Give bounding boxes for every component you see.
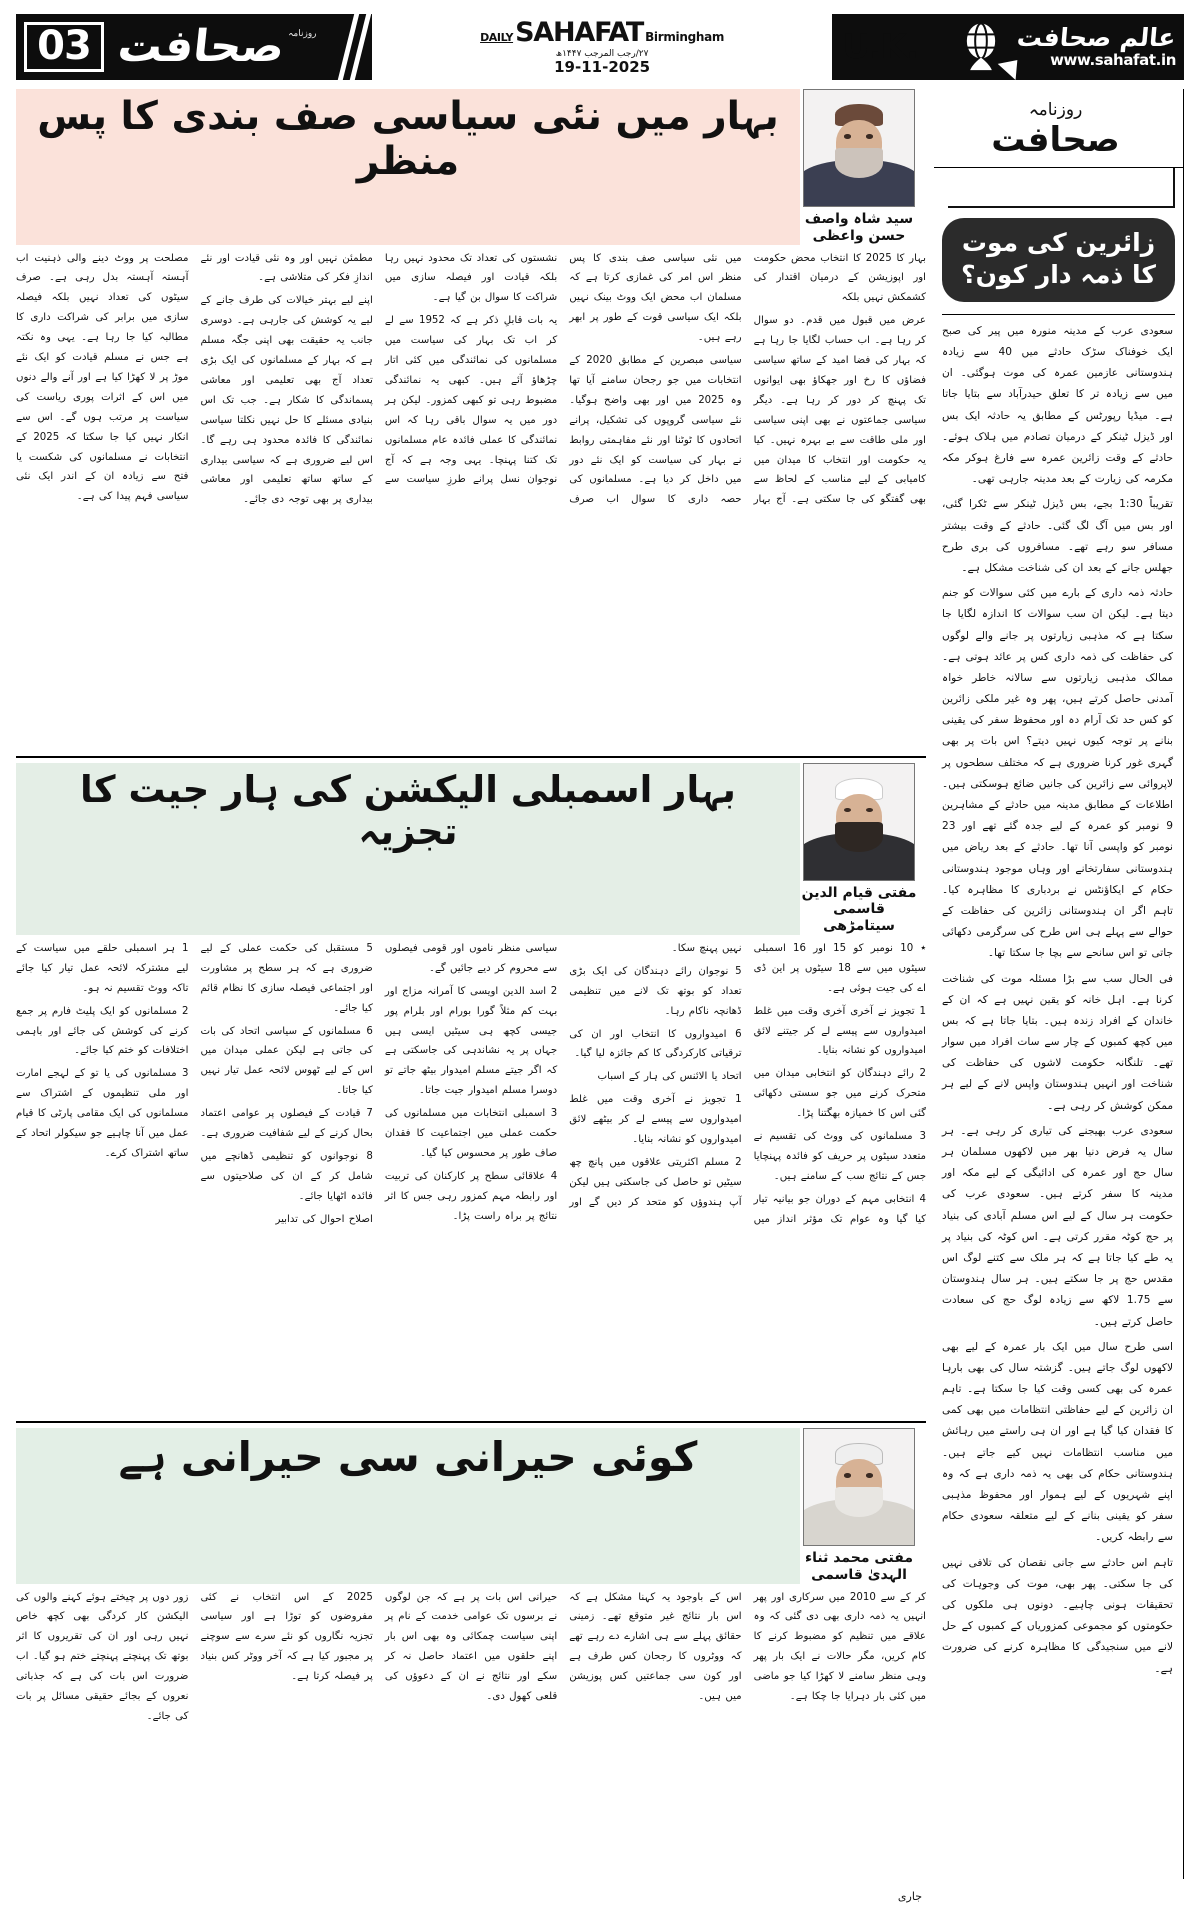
editorial-rule (948, 168, 1175, 208)
article-paragraph: 2 مسلم اکثریتی علاقوں میں پانچ چھ سیٹیں تو حاصل کی جاسکتی ہیں لیکن آپ ہندوؤں کو متحد کر دیں گے اور سیاسی منظر ناموں اور قومی فیصلوں سے محروم کر دیے جائیں گے۔ (384, 942, 742, 1208)
editorial-separator (942, 314, 1175, 315)
article-paragraph: اپنے لیے بہتر خیالات کی طرف جانے کے لیے یہ کوشش کی جارہی ہے۔ دوسری جانب یہ حقیقت بھی اپنی جگہ مسلم ہے کہ بہار کے مسلمانوں کی ایک بڑی تعداد آج بھی تعلیمی اور معاشی پسماندگی کا شکار ہے۔ جب تک اس بنیادی مسئلے کا حل نہیں نکلتا سیاسی نمائندگی کا فائدہ محدود ہی رہے گا۔ اس لیے ضروری ہے کہ سیاسی بیداری کے ساتھ ساتھ تعلیمی اور معاشی بیداری پر بھی توجہ دی جائے۔ (200, 295, 373, 506)
article-paragraph: کر کے سے 2010 میں سرکاری اور پھر انہیں یہ ذمہ داری بھی دی گئی کہ وہ علاقے میں تنظیم کو مضبوط کرنے کا کام کریں، مگر حالات نے ایک بار پھر وہی منظر سامنے لا کھڑا کیا جو ماضی میں کئی بار دہرایا جا چکا ہے۔ (753, 1591, 926, 1703)
hijri-date: ۲۷/رجب المرجب ۱۴۴۷ھ (555, 49, 649, 59)
article-paragraph: اصلاح احوال کی تدابیر (275, 1213, 373, 1225)
masthead-brand-block (944, 14, 1184, 80)
editorial-paragraph: سعودی عرب بھیجنے کی تیاری کر رہی ہے۔ ہر سال یہ فرض دنیا بھر میں لاکھوں مسلمان ہر سال حج اور عمرہ کی ادائیگی کے لیے مکہ اور مدینہ کا سفر کرتے ہیں۔ سعودی عرب کی حکومت ہر سال کے لیے اس مسلم آبادی کی بنیاد پر حج کوٹہ مقرر کرتی ہے۔ اس کوٹہ کی بنیاد پر یہ طے کیا جاتا ہے کہ ہر ملک سے کتنے لوگ اس مقدس حج پر جا سکتے ہیں۔ ہر سال ہندوستان سے 1.75 لاکھ سے زیادہ لوگ حج کی سعادت حاصل کرتے ہیں۔ (942, 1124, 1174, 1328)
article-body (16, 249, 926, 744)
editorial-paragraph: سعودی عرب کے مدینہ منورہ میں پیر کی صبح ایک خوفناک سڑک حادثے میں 40 سے زیادہ ہندوستانی عازمین عمرہ کی موت ہوگئی۔ ان میں سے زیادہ تر کا تعلق حیدرآباد سے بتایا جاتا ہے۔ میڈیا رپورٹس کے مطابق یہ حادثہ ایک بس اور ڈیزل ٹینکر کے درمیان تصادم میں ہلاک ہوئے۔ حادثے کے وقت زائرین عمرہ سے فارغ ہوکر مکہ مکرمہ کی زیارت کے بعد مدینہ جارہی تھی۔ (942, 324, 1173, 486)
author-photo (803, 1428, 915, 1546)
article-paragraph: 4 انتخابی مہم کے دوران جو بیانیہ تیار کیا گیا وہ عوام تک مؤثر انداز میں نہیں پہنچ سکا۔ (671, 942, 926, 1225)
article-header (16, 89, 926, 245)
urdu-logo-text: صحافت (115, 21, 287, 72)
article-header (16, 763, 926, 935)
author-name: مفتی محمد ثناء الہدیٰ قاسمی (805, 1549, 913, 1583)
main-column (16, 89, 934, 1903)
sahafat-urdu-title: صحافت (991, 120, 1120, 160)
article-subheading: 8 نوجوانوں کو تنظیمی ڈھانچے میں شامل کر کے ان کی صلاحیتوں سے فائدہ اٹھایا جائے۔ (200, 1150, 373, 1202)
author-photo (803, 89, 915, 207)
article-paragraph: 5 مستقبل کی حکمت عملی کے لیے ضروری ہے کہ ہر سطح پر مشاورت اور اجتماعی فیصلہ سازی کا نظام قائم کیا جائے۔ (200, 942, 373, 1014)
edition-label: U.K. (842, 27, 918, 67)
article-paragraph: 3 مسلمانوں کی ووٹ کی تقسیم نے متعدد سیٹوں پر حریف کو فائدہ پہنچایا جس کے نتائج سب کے سامنے ہیں۔ (753, 1131, 926, 1182)
urdu-logo-subtext: روزنامہ (288, 28, 317, 38)
article-paragraph: 3 اسمبلی انتخابات میں مسلمانوں کی حکمت عملی میں اجتماعیت کا فقدان صاف طور پر محسوس کیا گیا۔ (384, 1108, 558, 1159)
article-headline: بہار میں نئی سیاسی صف بندی کا پس منظر (16, 89, 800, 245)
article-paragraph: 1 تجویز نے آخری وقت میں غلط امیدواروں سے پیسے لے کر بیٹھے لائق امیدواروں کو نشانہ بنایا۔ (569, 1094, 742, 1145)
author-name: مفتی قیام الدین قاسمی سیتامڑھی (801, 884, 917, 935)
masthead (16, 14, 1184, 80)
page-number-block (16, 14, 112, 80)
article-body (16, 939, 926, 1409)
article-bihar-assembly-analysis (16, 763, 926, 1409)
gregorian-date: 19-11-2025 (554, 58, 651, 76)
article-paragraph: 5 نوجوان رائے دہندگان کی ایک بڑی تعداد کو بوتھ تک لانے میں تنظیمی ڈھانچہ ناکام رہا۔ (569, 965, 742, 1017)
article-body (16, 1588, 926, 1888)
article-paragraph: یہ بات قابلِ ذکر ہے کہ 1952 سے لے کر اب تک بہار کی سیاست میں مسلمانوں کی نمائندگی میں کئی اتار چڑھاؤ آئے ہیں۔ کبھی یہ نمائندگی مضبوط رہی تو کبھی کمزور۔ لیکن ہر دور میں یہ سوال باقی رہا کہ اس نمائندگی کا عملی فائدہ عام مسلمانوں تک کتنا پہنچا۔ یہی وجہ ہے کہ آج نوجوان نسل پرانے طرزِ سیاست سے مطمئن نہیں اور وہ نئی قیادت اور نئے اندازِ فکر کی متلاشی ہے۔ (200, 252, 558, 486)
masthead-center (372, 14, 832, 80)
page-content (16, 89, 1184, 1903)
article-intro: بہار کا 2025 کا انتخاب محض حکومت اور اپوزیشن کے درمیان اقتدار کی کشمکش نہیں بلکہ (753, 252, 926, 304)
article-koi-hairani (16, 1428, 926, 1903)
urdu-logo-block (112, 14, 342, 80)
article-paragraph: 1 تجویز نے آخری آخری وقت میں غلط امیدواروں سے پیسے لے کر جیتنے لائق امیدواروں کو نشانہ بنایا۔ (753, 1005, 926, 1057)
article-signature: جاری (897, 1889, 922, 1903)
roznama-label: روزنامہ (1028, 100, 1083, 120)
article-bihar-political (16, 89, 926, 744)
article-divider (16, 756, 926, 758)
article-paragraph: 2 مسلمانوں کو ایک پلیٹ فارم پر جمع کرنے کی کوشش کی جائے اور باہمی اختلافات کو ختم کیا جائے۔ (16, 1005, 189, 1057)
article-paragraph: 2 اسد الدین اویسی کا آمرانہ مزاج اور بہت کم مثلاً گورا بورام اور بلرام پور جیسی کچھ ہی سیٹیں ایسی ہیں جہاں پر یہ نشاندہی کی جاسکتی ہے کہ اگر جیتے مسلم امیدوار بیٹھ جاتے تو دوسرا مسلم امیدوار جیت جاتا۔ (384, 985, 558, 1097)
article-headline: کوئی حیرانی سی حیرانی ہے (16, 1428, 800, 1584)
article-paragraph: 6 امیدواروں کا انتخاب اور ان کی ترقیاتی کارکردگی کا کم جائزہ لیا گیا۔ (569, 1028, 742, 1060)
article-paragraph: 2 رائے دہندگان کو انتخابی میدان میں متحرک کرنے میں جو سستی دکھائی گئی اس کا خمیازہ بھگتنا پڑا۔ (753, 1068, 926, 1120)
article-header (16, 1428, 926, 1584)
author-block (800, 763, 918, 935)
editorial-paragraph: تاہم اس حادثے سے جانی نقصان کی تلافی نہیں کی جا سکتی۔ پھر بھی، موت کی وجوہات کی تحقیقات ہونی چاہیے۔ دونوں ہی ملکوں کی حکومتوں کو مجموعی کمزوریاں کے کمبوں کے حل لانے میں سنجیدگی کا مظاہرہ کرنے کی ضرورت ہے۔ (942, 1556, 1173, 1675)
article-paragraph: 7 قیادت کے فیصلوں پر عوامی اعتماد بحال کرنے کے لیے شفافیت ضروری ہے۔ (200, 1108, 373, 1139)
editorial-body (934, 321, 1183, 1879)
brand-urdu-text: عالم صحافت (1016, 23, 1178, 52)
editorial-headline: زائرین کی موت کا ذمہ دار کون؟ (942, 218, 1175, 302)
article-paragraph: 1 ہر اسمبلی حلقے میں سیاست کے لیے مشترکہ لائحہ عمل تیار کیا جائے تاکہ ووٹ تقسیم نہ ہو۔ (16, 942, 189, 994)
editorial-paragraph: اسی طرح سال میں ایک بار عمرہ کے لیے بھی لاکھوں لوگ جاتے ہیں۔ گزشتہ سال کی بھی بارہا عمرہ کی بھی کسی وقت کیا جا سکتا ہے۔ تاہم ان زائرین کے لیے حفاظتی انتظامات میں بھی کمی کا فقدان کیا گیا ہے اور ان ہی راستے میں رہائش میں مناسب انتظامات نہیں کیے جاتے ہیں۔ ہندوستانی حکام کی بھی یہ ذمہ داری ہے کہ وہ اپنے شہریوں کے لیے ہموار اور محفوظ مذہبی سفر کو یقینی بنانے کے لیے متعلقہ سعودی حکام سے رابطہ کریں۔ (942, 1340, 1173, 1544)
editorial-paragraph: حادثہ ذمہ داری کے بارے میں کئی سوالات کو جنم دیتا ہے۔ لیکن ان سب سوالات کا اندازہ لگایا جا سکتا ہے کہ مذہبی زیارتوں پر جانے والے لوگوں کی حفاظت کی ذمہ داری کس پر عائد ہوتی ہے۔ ممالک مذہبی زیارتوں سے سالانہ خاطر خواہ آمدنی حاصل کرتے ہیں، پھر وہ غیر ملکی زائرین کو کس حد تک آرام دہ اور محفوظ سفر کی یقینی بنانے پر توجہ کیوں نہیں دیتے؟ اس بات پر بھی گہری غور کرنا ضروری ہے کہ مختلف سطحوں پر لاپروائی سے زائرین کی جانیں ضائع ہوسکتی ہیں۔ اطلاعات کے مطابق مدینہ میں حادثے کے مشاہرین 9 نومبر کو عمرہ کے لیے جدہ گئے تھے اور 23 نومبر کو واپسی آنا تھا۔ حادثے کے بعد ریاض میں ہندوستانی سفارتخانے اور وہاں موجود ہندوستانی حکام کے ایکاؤنٹس نے بردباری کا مظاہرہ کیا۔ تاہم اگر ان ہندوستانی زائرین کی حفاظت کے حوالے سے پہلے ہی اس طرح کی سرگرمی دکھائی جاتی تو اس سانحے سے بچا جا سکتا تھا۔ (942, 587, 1173, 960)
article-paragraph: سیاسی مبصرین کے مطابق 2020 کے انتخابات میں جو رجحان سامنے آیا تھا وہ 2025 میں اور بھی واضح ہوگیا۔ نئے سیاسی گروپوں کی تشکیل، پرانے اتحادوں کا ٹوٹنا اور نئے مفاہمتی روابط نے بہار کی سیاست کو ایک نئے دور میں داخل کر دیا ہے۔ مسلمانوں کی حصہ داری کا سوال اب صرف نشستوں کی تعداد تک محدود نہیں رہا بلکہ قیادت اور فیصلہ سازی میں شراکت کا سوال بن گیا ہے۔ (384, 252, 742, 506)
editorial-column (934, 89, 1184, 1879)
article-paragraph: زور دوں پر چیختے ہوئے کہنے والوں کی الیکشن کار کردگی بھی کچھ خاص نہیں رہی اور ان کی تقریروں کا اثر بوتھ تک پہنچتے پہنچتے ختم ہو گیا۔ اب ضرورت اس بات کی ہے کہ جذباتی نعروں کے بجائے حقیقی مسائل پر بات کی جائے۔ (16, 1591, 189, 1722)
article-subheading: اتحاد یا الائنس کی ہار کے اسباب (597, 1071, 742, 1083)
author-photo (803, 763, 915, 881)
paper-name: SAHAFAT (515, 17, 644, 48)
author-block (800, 1428, 918, 1584)
article-paragraph: 2025 کے اس انتخاب نے کئی مفروضوں کو توڑا ہے اور سیاسی تجزیہ نگاروں کو نئے سرے سے سوچنے پر مجبور کیا ہے کہ آخر ووٹر کس بنیاد پر فیصلہ کرتا ہے۔ (200, 1591, 373, 1683)
article-paragraph: عرض میں قبول میں قدم۔ دو سوال کر رہا ہے۔ اب حساب لگایا جا رہا ہے کہ بہار کی فضا امید کے ساتھ سیاسی فضاؤں کا رخ اور جھکاؤ بھی ایوانوں تک پہنچ کر دور کر رہا ہے۔ دیگر سیاسی جماعتوں نے بھی اپنی سیاسی اور ملی طاقت سے بے بہرہ نہیں۔ کیا یہ حکومت اور انتخاب کا میدان میں کامیابی کے لیے مناسب کے لحاظ سے بھی گفتگو کی جا سکتی ہے۔ آج بہار میں نئی سیاسی صف بندی کا پس منظر اس امر کی غمازی کرتا ہے کہ مسلمان اب محض ایک ووٹ بینک نہیں بلکہ ایک سیاسی قوت کے طور پر ابھر رہے ہیں۔ (569, 252, 926, 506)
article-paragraph: مصلحت پر ووٹ دینے والی ذہنیت اب آہستہ آہستہ بدل رہی ہے۔ صرف سیٹوں کی تعداد نہیں بلکہ فیصلہ سازی میں برابر کی شراکت داری کا مطالبہ کیا جا رہا ہے۔ یہی وہ نکتہ ہے جس نے مسلم قیادت کو ایک نئے موڑ پر لا کھڑا کیا ہے اور آنے والے دنوں میں اس کے اثرات پوری ریاست کی سیاست پر مرتب ہوں گے۔ اس سے انکار نہیں کیا جا سکتا کہ 2025 کے انتخابات نے مسلمانوں کی شکست یا فتح سے زیادہ ان کے اندر ایک نئی سیاسی فہم پیدا کی ہے۔ (16, 252, 189, 503)
article-paragraph: 4 علاقائی سطح پر کارکنان کی تربیت اور رابطہ مہم کمزور رہی جس کا اثر نتائج پر براہ راست پڑا۔ (384, 1170, 558, 1222)
masthead-slash-divider (342, 14, 372, 80)
article-paragraph: 3 مسلمانوں کی یا تو کے لہجے امارت اور ملی تنظیموں کے اشتراک سے مسلمانوں کی ایک مقامی پارٹی کا قیام عمل میں آنا چاہیے جو سیکولر اتحاد کے ساتھ اشتراک کرے۔ (16, 1068, 189, 1159)
article-headline: بہار اسمبلی الیکشن کی ہار جیت کا تجزیہ (16, 763, 800, 935)
article-divider (16, 1421, 926, 1423)
edition-city: Birmingham (645, 30, 725, 44)
editorial-masthead (934, 89, 1183, 168)
article-paragraph: حیرانی اس بات پر ہے کہ جن لوگوں نے برسوں تک عوامی خدمت کے نام پر اپنی سیاست چمکائی وہ بھی اس بار اپنے حلقوں میں اعتماد حاصل نہ کر سکے اور نتائج نے ان کے دعوؤں کی قلعی کھول دی۔ (384, 1591, 558, 1703)
editorial-paragraph: تقریباً 1:30 بجے، بس ڈیزل ٹینکر سے ٹکرا گئی، اور بس میں آگ لگ گئی۔ حادثے کے وقت بیشتر مسافر سو رہے تھے۔ مسافروں کی بری طرح جھلس جانے کے بعد ان کی شناخت مشکل ہے۔ (942, 498, 1173, 574)
article-paragraph: 6 مسلمانوں کے سیاسی اتحاد کی بات کی جاتی ہے لیکن عملی میدان میں اس کے لیے ٹھوس لائحہ عمل تیار نہیں کیا جاتا۔ (200, 1025, 373, 1097)
author-name: سید شاہ واصف حسن واعظی (804, 211, 914, 244)
website-url[interactable]: www.sahafat.in (1050, 51, 1176, 70)
editorial-paragraph: فی الحال سب سے بڑا مسئلہ موت کی شناخت کرنا ہے۔ اہل خانہ کو یقین نہیں ہے کہ ان کے خاندان کے افراد زندہ ہیں۔ بتایا جاتا ہے کہ بس میں کچھ کمبوں کے چار سے سات افراد میں سوار تھے۔ تلنگانہ حکومت لاشوں کی حفاظت کی شناخت اور انہیں ہندوستان واپس لانے کے لیے ہر ممکن کوشش کر رہی ہے۔ (942, 972, 1173, 1112)
article-paragraph: اس کے باوجود یہ کہنا مشکل ہے کہ اس بار نتائج غیر متوقع تھے۔ زمینی حقائق پہلے سے ہی اشارے دے رہے تھے کہ ووٹروں کا رجحان کس طرف ہے اور کون سی جماعتیں کس پوزیشن میں ہیں۔ (569, 1591, 742, 1703)
article-paragraph: ٭ 10 نومبر کو 15 اور 16 اسمبلی سیٹوں میں سے 18 سیٹوں پر این ڈی اے کی جیت ہوئی ہے۔ (753, 942, 926, 994)
daily-label: DAILY (480, 31, 514, 44)
page-number: 03 (24, 22, 104, 72)
author-block (800, 89, 918, 245)
